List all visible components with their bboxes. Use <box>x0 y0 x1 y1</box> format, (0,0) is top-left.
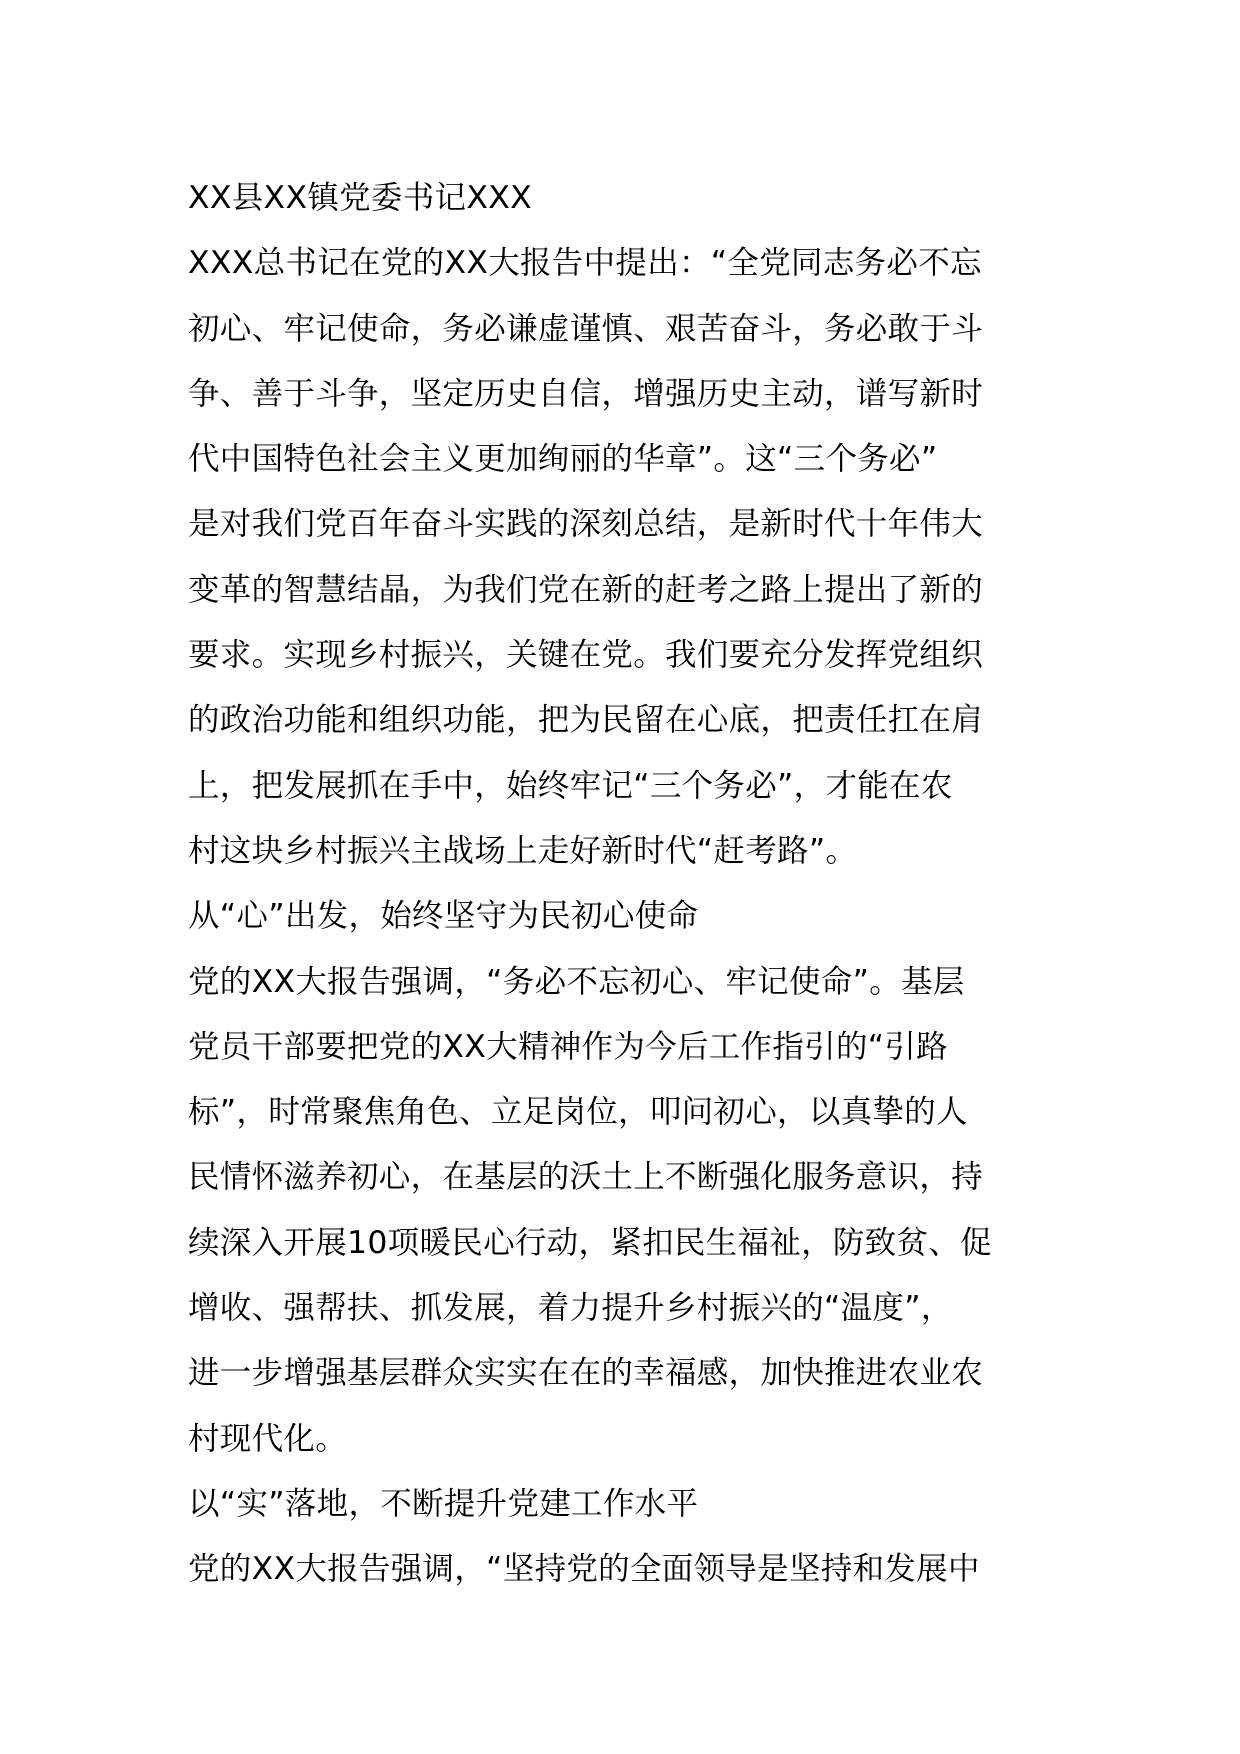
section-paragraph <box>188 950 1054 1472</box>
text-line: 争、善于斗争，坚定历史自信，增强历史主动，谱写新时 <box>188 375 984 412</box>
text-line: 党的XX大报告强调，“务必不忘初心、牢记使命”。基层 <box>188 963 965 1000</box>
text-line: 增收、强帮扶、抓发展，着力提升乡村振兴的“温度”， <box>188 1290 953 1327</box>
text-line: 的政治功能和组织功能，把为民留在心底，把责任扛在肩 <box>188 702 984 739</box>
text-line: 党员干部要把党的XX大精神作为今后工作指引的“引路 <box>188 1028 948 1065</box>
text-line: 变革的智慧结晶，为我们党在新的赶考之路上提出了新的 <box>188 571 984 608</box>
text-line: 村现代化。 <box>188 1420 348 1457</box>
section-heading: 以“实”落地，不断提升党建工作水平 <box>188 1485 699 1522</box>
text-line: 代中国特色社会主义更加绚丽的华章”。这“三个务必” <box>188 441 938 478</box>
text-line: 要求。实现乡村振兴，关键在党。我们要充分发挥党组织 <box>188 637 984 674</box>
text-line: XXX总书记在党的XX大报告中提出：“全党同志务必不忘 <box>188 245 982 282</box>
text-line: 上，把发展抓在手中，始终牢记“三个务必”，才能在农 <box>188 767 953 804</box>
text-line: 续深入开展10项暖民心行动，紧扣民生福祉，防致贫、促 <box>188 1224 992 1261</box>
text-line: 民情怀滋养初心，在基层的沃土上不断强化服务意识，持 <box>188 1159 984 1196</box>
document-body <box>188 166 1054 1603</box>
text-line: 村这块乡村振兴主战场上走好新时代“赶考路”。 <box>188 832 858 869</box>
text-line: 初心、牢记使命，务必谦虚谨慎、艰苦奋斗，务必敢于斗 <box>188 310 984 347</box>
text-line: 进一步增强基层群众实实在在的幸福感，加快推进农业农 <box>188 1355 984 1392</box>
text-line: 标”，时常聚焦角色、立足岗位，叩问初心，以真挚的人 <box>188 1094 968 1131</box>
author-line: XX县XX镇党委书记XXX <box>188 180 532 216</box>
text-line: 党的XX大报告强调，“坚持党的全面领导是坚持和发展中 <box>188 1551 980 1588</box>
section-paragraph <box>188 1537 1054 1602</box>
text-line: 是对我们党百年奋斗实践的深刻总结，是新时代十年伟大 <box>188 506 984 543</box>
intro-paragraph <box>188 231 1054 884</box>
section-heading: 从“心”出发，始终坚守为民初心使命 <box>188 898 699 935</box>
